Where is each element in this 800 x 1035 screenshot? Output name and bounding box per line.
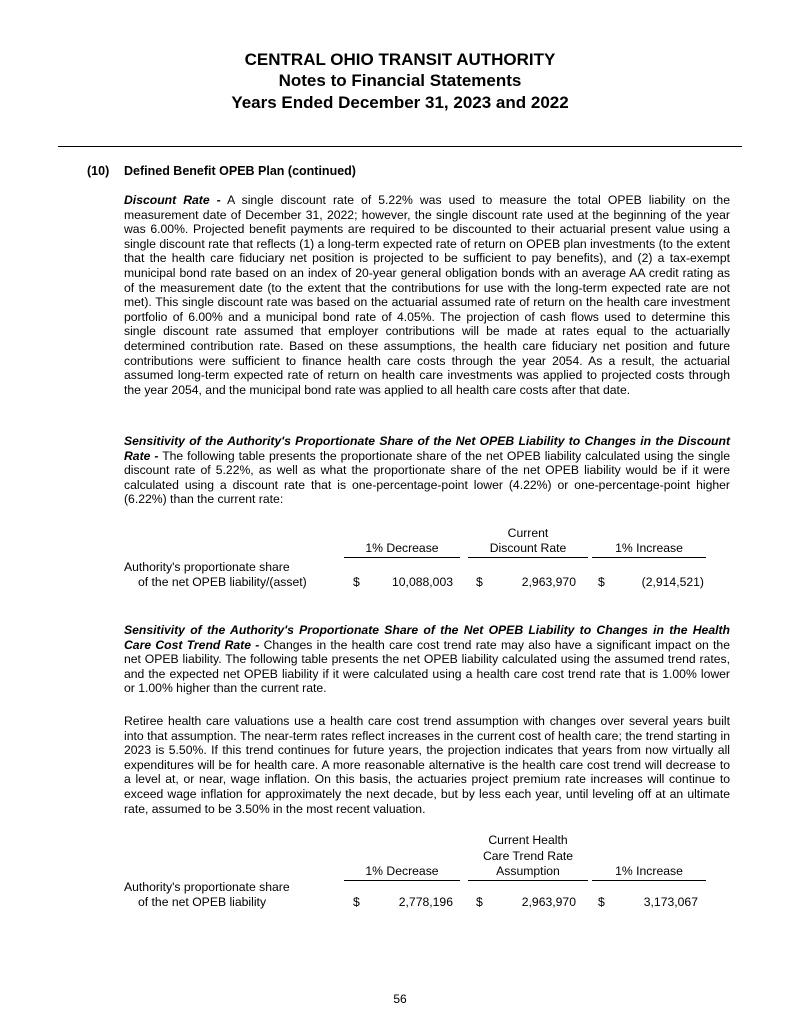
table1-value-decrease: 10,088,003 xyxy=(392,575,453,589)
table2-currency-1: $ xyxy=(353,895,360,909)
table2-col1-underline xyxy=(344,880,460,881)
sensitivity-trend-paragraph xyxy=(124,623,730,696)
report-title: CENTRAL OHIO TRANSIT AUTHORITY xyxy=(244,50,556,69)
table2-value-current: 2,963,970 xyxy=(521,895,576,909)
sensitivity-discount-paragraph xyxy=(124,434,730,507)
table1-currency-3: $ xyxy=(598,575,605,589)
table1-col2-header-line1: Current xyxy=(507,526,549,540)
table2-row-label-line1: Authority's proportionate share xyxy=(124,880,290,894)
header-rule xyxy=(58,146,742,147)
discount-rate-body: A single discount rate of 5.22% was used to measure the total OPEB liability on the measurement date of December 31, 2022; however, the single discount rate used at the beginning of the year was 6.00%. Projected benefit payments are required to be discounted to their actuarial present value using a single discount rate that reflects (1) a long-term expected rate of return on OPEB plan investments (to the extent that the health care fiduciary net position is projected to be sufficient to pay benefits), and (2) a tax-exempt municipal bond rate based on an index of 20-year general obligation bonds with an average AA credit rating as of the measurement date (to the extent that the contributions for use with the long-term expected rate are not met). This single discount rate was based on the actuarial assumed rate of return on the health care investment portfolio of 6.00% and a municipal bond rate of 4.05%. The projection of cash flows used to determine this single discount rate assumed that employer contributions will be made at rates equal to the actuarially determined contribution rate. Based on these assumptions, the health care fiduciary net position and future contributions were sufficient to finance health care costs through the year 2054. As a result, the actuarial assumed long-term expected rate of return on health care investments was applied to projected costs through the year 2054, and the municipal bond rate was applied to all health care costs after that date. xyxy=(124,193,730,397)
table1-row-label-line2: of the net OPEB liability/(asset) xyxy=(138,575,307,589)
table1-col2-header-line2: Discount Rate xyxy=(489,541,567,555)
table2-col2-header-line2: Care Trend Rate xyxy=(482,849,574,863)
table2-currency-2: $ xyxy=(476,895,483,909)
report-period: Years Ended December 31, 2023 and 2022 xyxy=(231,93,569,112)
report-subtitle: Notes to Financial Statements xyxy=(278,71,522,90)
table1-col1-header: 1% Decrease xyxy=(365,541,439,555)
table1-col3-underline xyxy=(592,557,706,558)
table2-col2-header-line1: Current Health xyxy=(488,833,568,847)
table2-value-decrease: 2,778,196 xyxy=(398,895,453,909)
sensitivity-discount-lead: Sensitivity of the Authority's Proportionate Share of the Net OPEB Liability to Changes in the Discount Rate - xyxy=(124,434,730,463)
table1-col2-underline xyxy=(468,557,588,558)
retiree-paragraph xyxy=(124,714,730,816)
section-number: (10) xyxy=(87,164,110,178)
sensitivity-trend-body: Changes in the health care cost trend rate may also have a significant impact on the net OPEB liability. The following table presents the net OPEB liability calculated using the assumed trend rates, and the expected net OPEB liability if it were calculated using a health care cost trend rate that is 1.00% lower or 1.00% higher than the current rate. xyxy=(124,637,730,696)
table1-row-label-line1: Authority's proportionate share xyxy=(124,560,290,574)
table2-col3-header: 1% Increase xyxy=(615,864,683,878)
table1-col1-underline xyxy=(344,557,460,558)
table1-value-current: 2,963,970 xyxy=(521,575,576,589)
table2-value-increase: 3,173,067 xyxy=(643,895,698,909)
table1-currency-2: $ xyxy=(476,575,483,589)
retiree-body: Retiree health care valuations use a health care cost trend assumption with changes over several years built into that assumption. The near-term rates reflect increases in the current cost of health care; the trend starting in 2023 is 5.50%. If this trend continues for future years, the projection indicates that years from now virtually all expenditures will be for health care. A more reasonable alternative is the health care cost trend will decrease to a level at, or near, wage inflation. On this basis, the actuaries project premium rate increases will continue to exceed wage inflation for approximately the next decade, but by less each year, until leveling off at an ultimate rate, assumed to be 3.50% in the most recent valuation. xyxy=(124,714,730,816)
discount-rate-lead: Discount Rate - xyxy=(124,193,221,207)
table2-col3-underline xyxy=(592,880,706,881)
table2-col1-header: 1% Decrease xyxy=(365,864,439,878)
table2-col2-underline xyxy=(468,880,588,881)
table2-col2-header-line3: Assumption xyxy=(496,864,560,878)
page-number: 56 xyxy=(393,992,407,1006)
section-title: Defined Benefit OPEB Plan (continued) xyxy=(124,164,356,178)
table1-col3-header: 1% Increase xyxy=(615,541,683,555)
table2-row-label-line2: of the net OPEB liability xyxy=(138,895,267,909)
table1-currency-1: $ xyxy=(353,575,360,589)
sensitivity-discount-body: The following table presents the proportionate share of the net OPEB liability calculated using the single discount rate of 5.22%, as well as what the proportionate share of the net OPEB liability would be if it were calculated using a discount rate that is one-percentage-point lower (4.22%) or one-percentage-point higher (6.22%) than the current rate: xyxy=(124,448,730,507)
table2-currency-3: $ xyxy=(598,895,605,909)
discount-rate-paragraph xyxy=(124,193,730,397)
table1-value-increase: (2,914,521) xyxy=(641,575,704,589)
sensitivity-trend-lead: Sensitivity of the Authority's Proportionate Share of the Net OPEB Liability to Changes in the Health Care Cost Trend Rate - xyxy=(124,623,730,652)
